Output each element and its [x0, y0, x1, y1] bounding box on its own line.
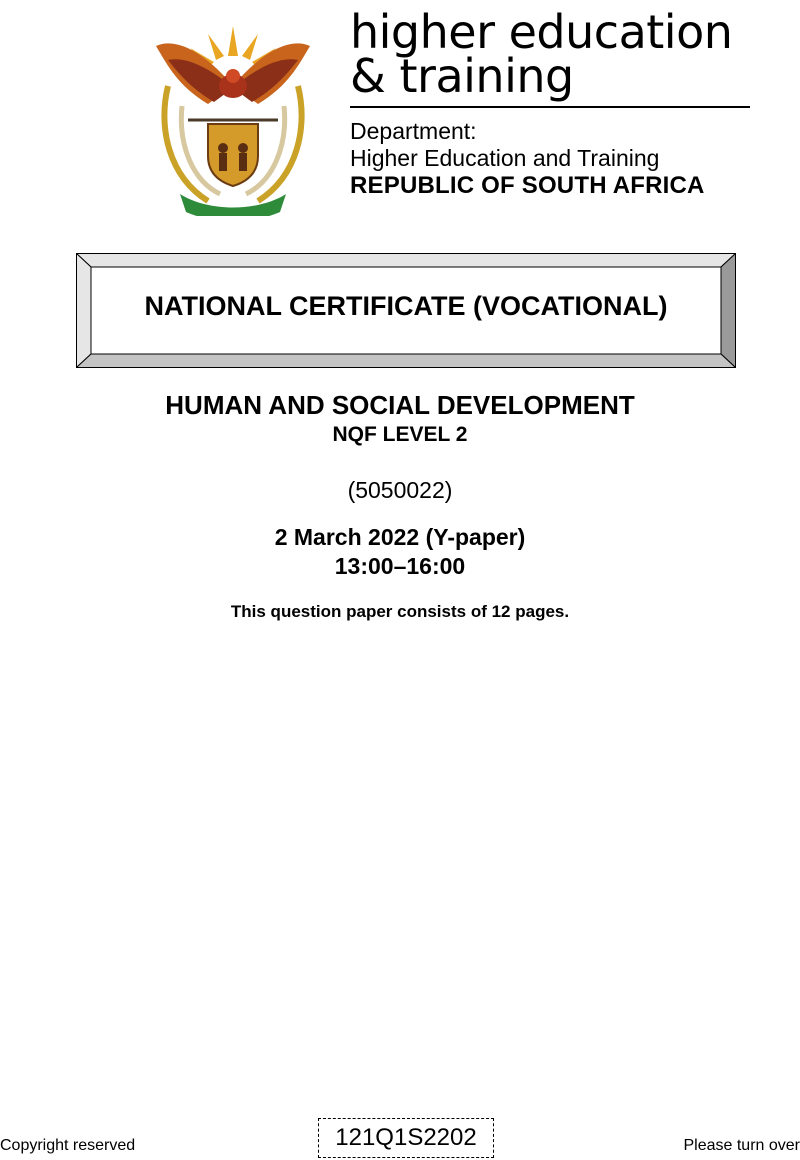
republic-label: REPUBLIC OF SOUTH AFRICA [350, 172, 705, 199]
department-wordmark [350, 5, 733, 103]
subject-title: HUMAN AND SOCIAL DEVELOPMENT [165, 390, 635, 420]
copyright-note: Copyright reserved [0, 1137, 136, 1154]
department-lines [350, 118, 705, 199]
turn-over-note: Please turn over [683, 1137, 800, 1154]
header-divider [350, 106, 750, 108]
wordmark-line-2: & training [350, 49, 574, 103]
paper-code-box: 121Q1S2202 [318, 1118, 494, 1158]
certificate-title: NATIONAL CERTIFICATE (VOCATIONAL) [144, 291, 668, 321]
page-count-note: This question paper consists of 12 pages. [230, 602, 570, 621]
exam-date: 2 March 2022 (Y-paper) [274, 524, 526, 550]
subject-code: (5050022) [347, 477, 453, 503]
coat-of-arms-icon [148, 16, 318, 216]
nqf-level: NQF LEVEL 2 [332, 423, 468, 446]
certificate-frame [76, 253, 736, 368]
department-label: Department: [350, 118, 477, 144]
exam-time: 13:00–16:00 [334, 553, 466, 579]
wordmark-line-1: higher education [350, 5, 733, 59]
department-name: Higher Education and Training [350, 145, 660, 171]
